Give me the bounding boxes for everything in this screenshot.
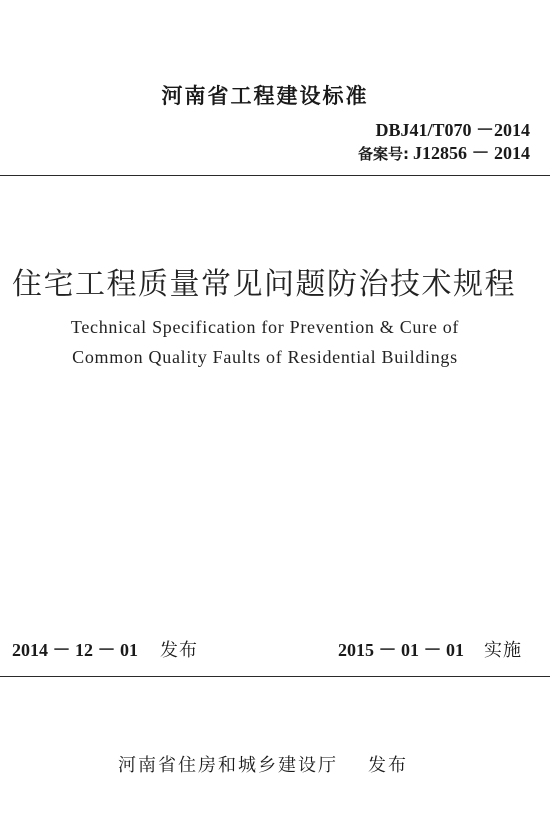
standard-code: DBJ41/T070 －2014 (375, 120, 530, 140)
standard-series-heading: 河南省工程建设标准 (161, 84, 369, 108)
record-number (358, 139, 530, 165)
publisher-label: 发布 (368, 755, 408, 776)
effective-date: 2015 － 01 － 01 (338, 640, 464, 660)
document-title-english-line-2: Common Quality Faults of Residential Buildings (72, 347, 458, 367)
publish-date: 2014 － 12 － 01 (12, 640, 138, 660)
publisher-name: 河南省住房和城乡建设厅 (118, 755, 338, 776)
effective-label: 实施 (484, 640, 522, 661)
document-title-chinese: 住宅工程质量常见问题防治技术规程 (12, 267, 516, 302)
top-divider (0, 175, 550, 176)
record-number-label: 备案号: (358, 145, 409, 163)
publish-label: 发布 (160, 640, 198, 661)
record-number-value: J12856 － 2014 (413, 143, 530, 163)
bottom-divider (0, 676, 550, 677)
document-title-english-line-1: Technical Specification for Prevention & Cure of (70, 317, 460, 337)
